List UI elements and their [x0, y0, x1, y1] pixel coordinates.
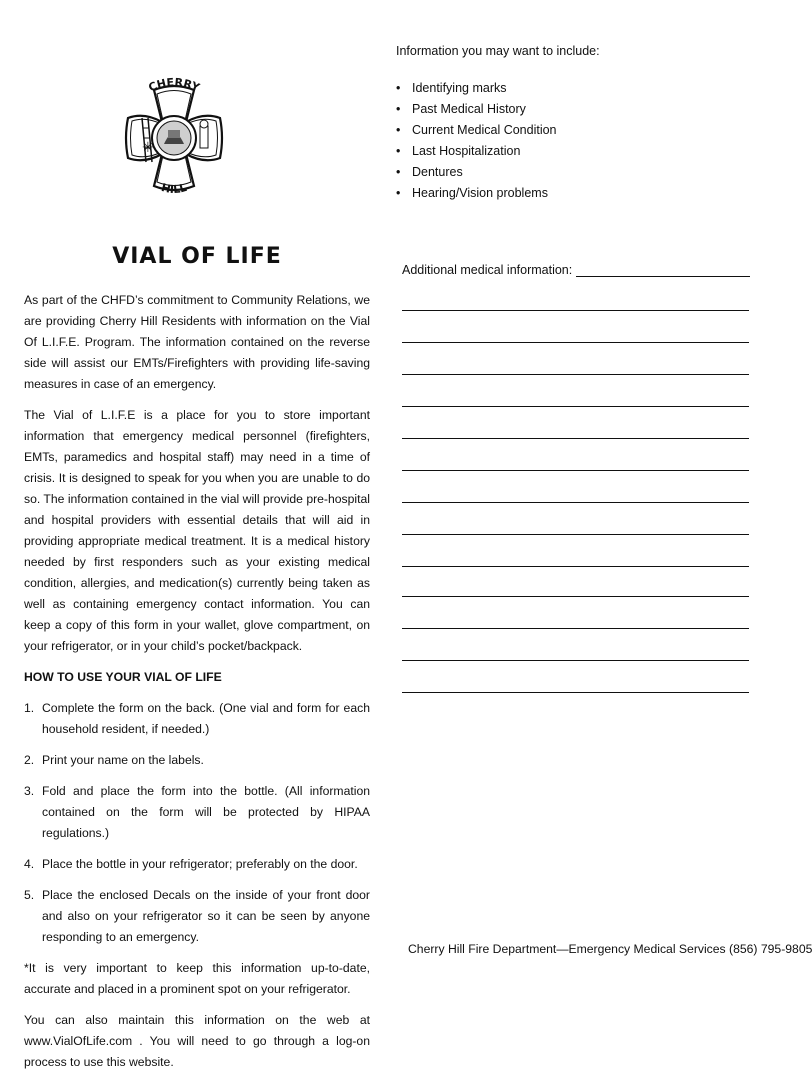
page-title: VIAL OF LIFE	[112, 244, 282, 269]
info-list	[396, 78, 557, 204]
important-note: *It is very important to keep this information up-to-date, accurate and placed in a prominent spot on your refrigerator.	[24, 961, 370, 996]
step-item	[24, 781, 370, 844]
info-item-text: Last Hospitalization	[412, 144, 521, 158]
info-item-text: Identifying marks	[412, 81, 507, 95]
bullet-icon: •	[396, 165, 401, 179]
write-line[interactable]	[402, 660, 749, 661]
bullet-icon: •	[396, 123, 401, 137]
svg-text:HILL: HILL	[159, 180, 189, 197]
bullet-icon: •	[396, 102, 401, 116]
write-line[interactable]	[402, 502, 749, 503]
step-number: 5.	[24, 888, 35, 902]
bullet-icon: •	[396, 186, 401, 200]
step-text: Print your name on the labels.	[42, 753, 204, 767]
bullet-icon: •	[396, 144, 401, 158]
info-item	[396, 99, 557, 120]
footer-contact: Cherry Hill Fire Department—Emergency Medical Services (856) 795-9805	[408, 942, 812, 956]
info-item-text: Hearing/Vision problems	[412, 186, 548, 200]
cherry-hill-fire-logo	[124, 64, 224, 214]
step-number: 4.	[24, 857, 35, 871]
left-column-text	[24, 290, 370, 1083]
step-number: 1.	[24, 701, 35, 715]
bullet-icon: •	[396, 81, 401, 95]
step-text: Complete the form on the back. (One vial and form for each household resident, if needed.)	[42, 701, 370, 736]
additional-info-line[interactable]	[576, 262, 750, 277]
additional-info-label: Additional medical information:	[402, 263, 573, 277]
how-to-heading: HOW TO USE YOUR VIAL OF LIFE	[24, 670, 222, 684]
write-line[interactable]	[402, 374, 749, 375]
info-item	[396, 141, 557, 162]
svg-text:CHERRY: CHERRY	[146, 75, 202, 95]
step-text: Fold and place the form into the bottle. (All information contained on the form will be protected by HIPAA regulations.)	[42, 784, 370, 840]
info-item-text: Dentures	[412, 165, 463, 179]
write-line[interactable]	[402, 438, 749, 439]
write-line[interactable]	[402, 310, 749, 311]
info-item	[396, 183, 557, 204]
info-intro: Information you may want to include:	[396, 44, 600, 58]
step-number: 3.	[24, 784, 35, 798]
step-item	[24, 885, 370, 948]
step-text: Place the bottle in your refrigerator; preferably on the door.	[42, 857, 358, 871]
write-line[interactable]	[402, 596, 749, 597]
write-line[interactable]	[402, 342, 749, 343]
write-line[interactable]	[402, 628, 749, 629]
step-text: Place the enclosed Decals on the inside of your front door and also on your refrigerator so it can be seen by anyone responding to an emergency.	[42, 888, 370, 944]
step-item	[24, 750, 370, 771]
write-line[interactable]	[402, 406, 749, 407]
write-line[interactable]	[402, 470, 749, 471]
additional-info-field[interactable]	[402, 262, 750, 277]
info-item-text: Current Medical Condition	[412, 123, 557, 137]
write-line[interactable]	[402, 692, 749, 693]
step-number: 2.	[24, 753, 35, 767]
write-line[interactable]	[402, 566, 749, 567]
intro-paragraph: As part of the CHFD’s commitment to Community Relations, we are providing Cherry Hill Residents with information on the Vial Of L.I.F.E. Program. The information contained on the reverse side will assist our EMTs/Firefighters with providing life-saving measures in case of an emergency.	[24, 293, 370, 391]
info-item-text: Past Medical History	[412, 102, 526, 116]
step-item	[24, 854, 370, 875]
info-item	[396, 162, 557, 183]
steps-list	[24, 698, 370, 948]
write-line[interactable]	[402, 534, 749, 535]
info-item	[396, 78, 557, 99]
web-note: You can also maintain this information on the web at www.VialOfLife.com . You will need to go through a log-on process to use this website.	[24, 1013, 370, 1069]
info-item	[396, 120, 557, 141]
svg-text:✳: ✳	[142, 140, 154, 156]
step-item	[24, 698, 370, 740]
vial-paragraph: The Vial of L.I.F.E is a place for you to store important information that emergency medical personnel (firefighters, EMTs, paramedics and hospital staff) may need in a time of crisis. It is designed to speak for you when you are unable to do so. The information contained in the vial will provide pre-hospital and hospital providers with essential details that will aid in providing appropriate medical treatment. It is a medical history needed by first responders such as your existing medical condition, allergies, and medication(s) currently being taken as well as containing emergency contact information. You can keep a copy of this form in your wallet, glove compartment, on your refrigerator, or in your child’s pocket/backpack.	[24, 408, 370, 653]
